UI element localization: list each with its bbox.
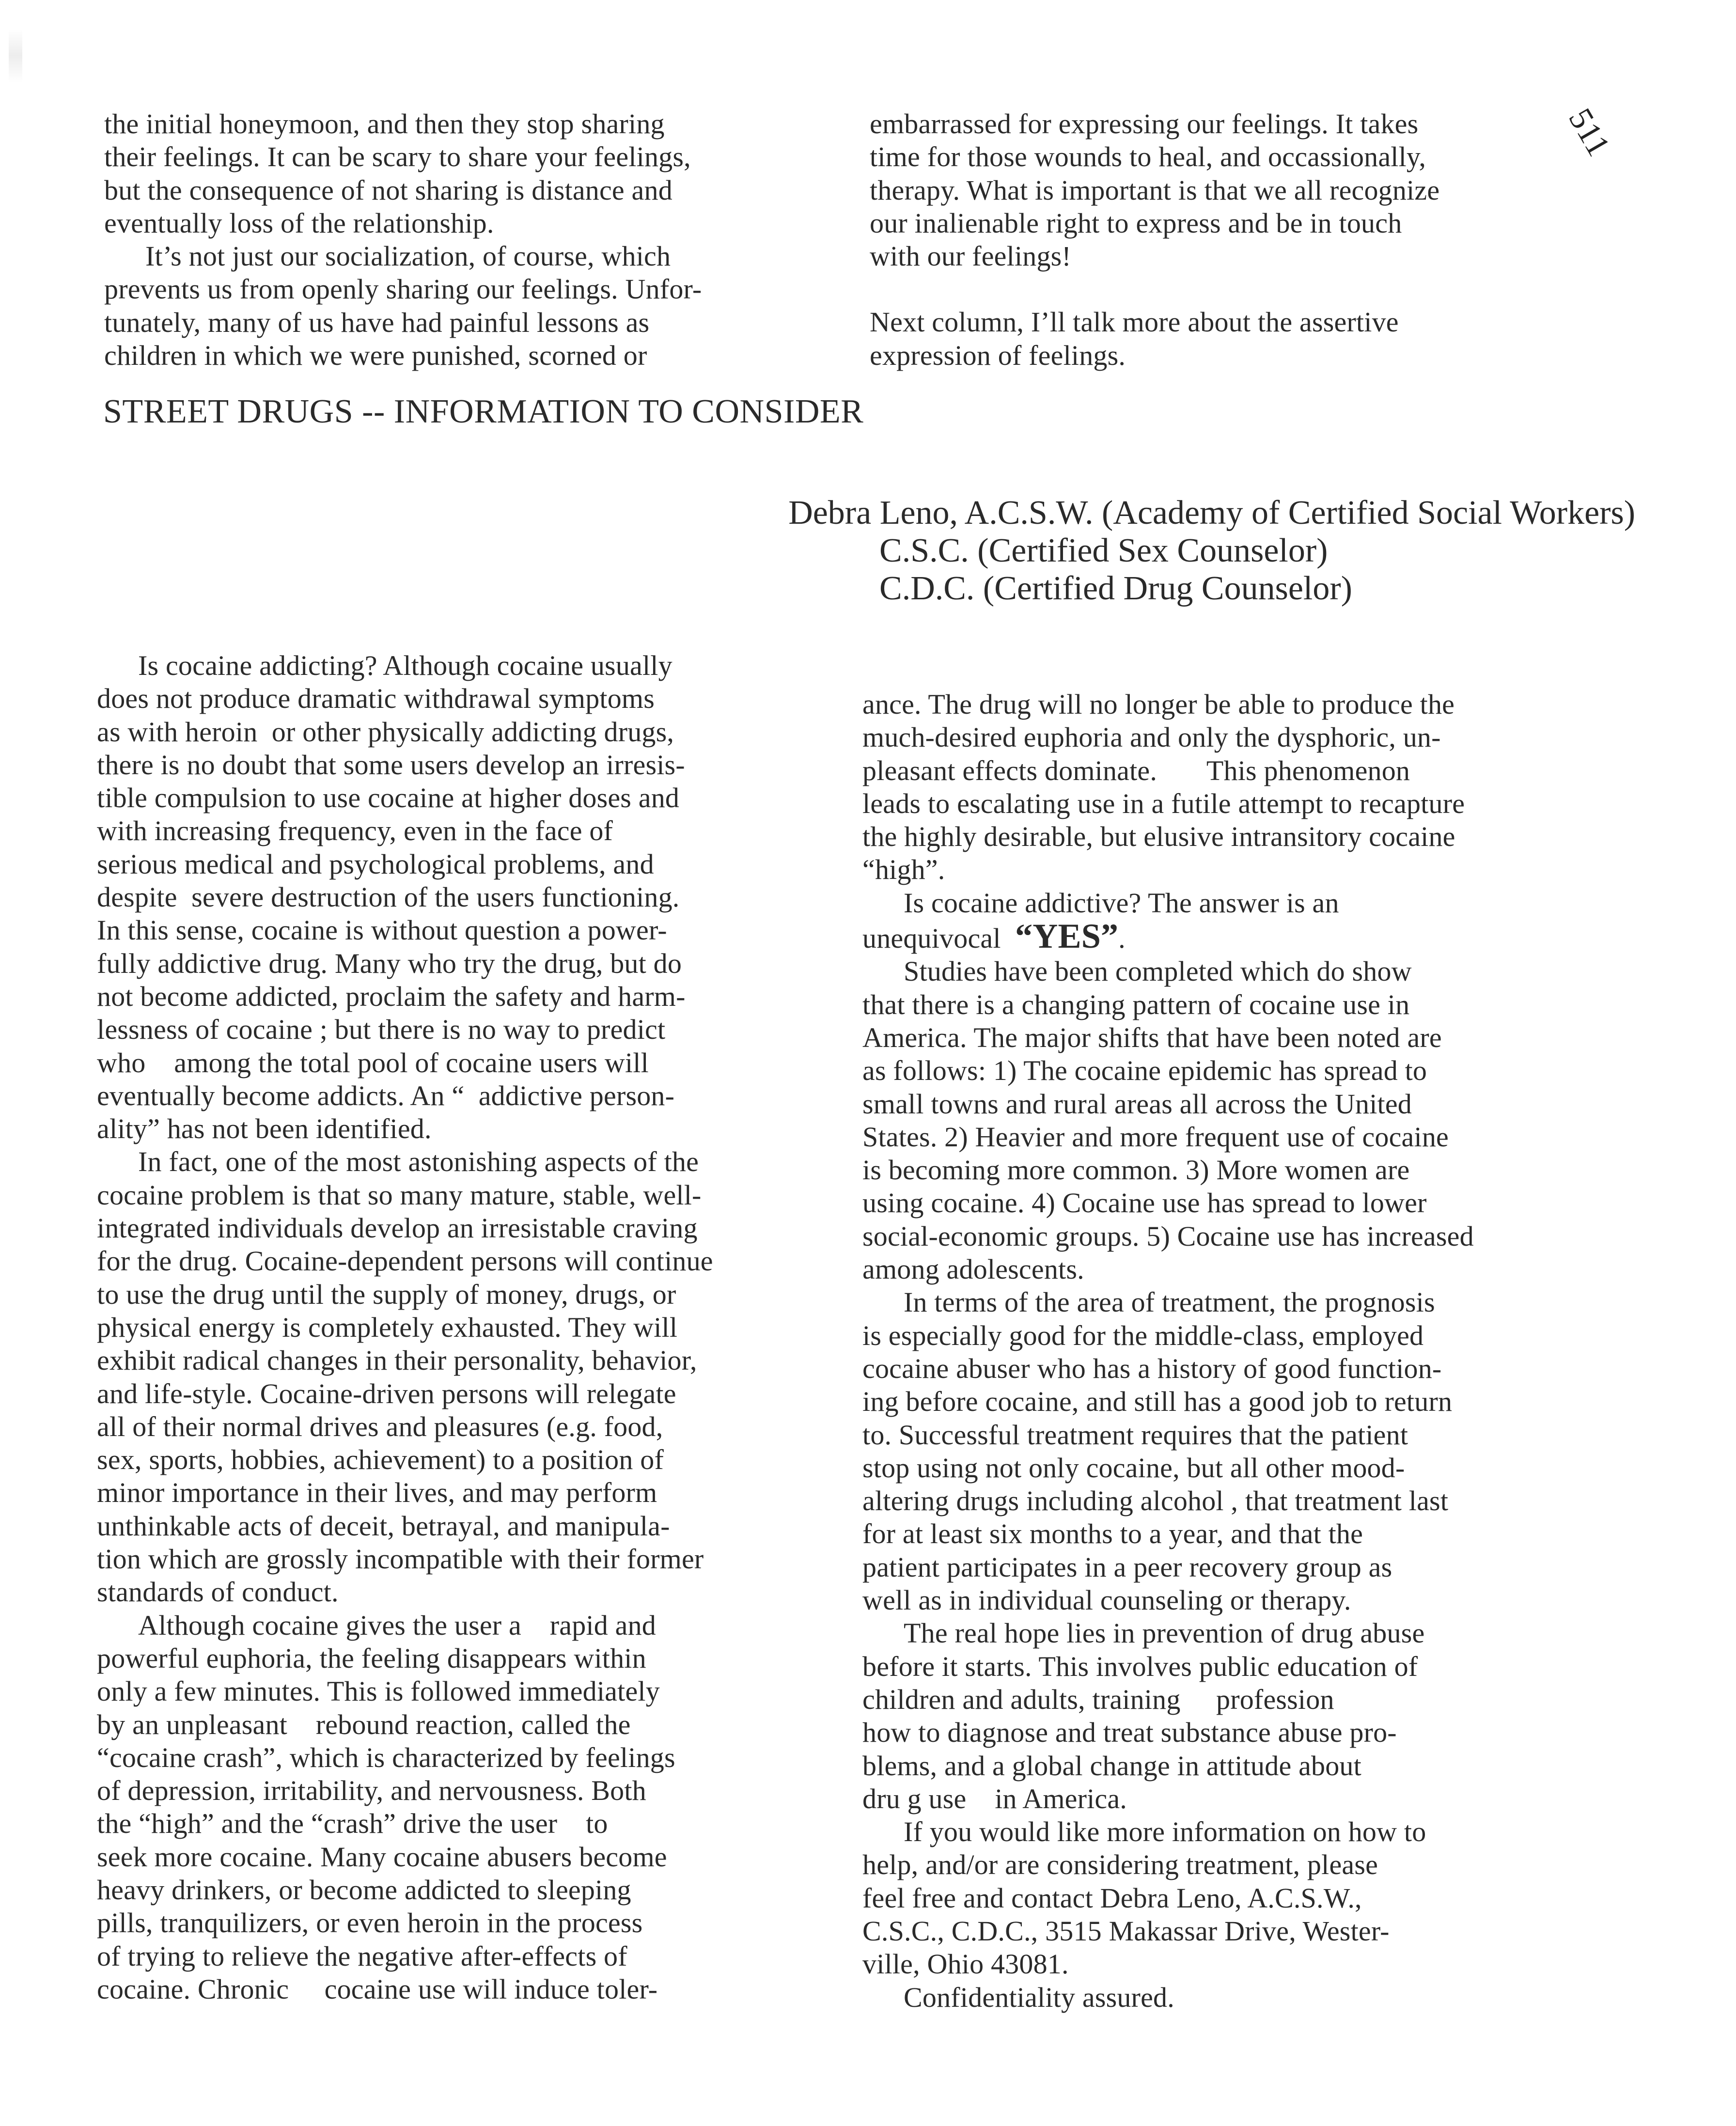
text-line: [97, 1642, 713, 1675]
text-line: [104, 141, 702, 173]
text-line-content: It’s not just our socialization, of course, which: [145, 240, 671, 272]
text-line-content: the “high” and the “crash” drive the user to: [97, 1808, 608, 1840]
text-line: [862, 1054, 1474, 1087]
text-line: [97, 1443, 713, 1476]
text-line: [862, 1551, 1474, 1584]
article-title: STREET DRUGS -- INFORMATION TO CONSIDER: [103, 393, 864, 430]
previous-article-right-column: [870, 108, 1439, 372]
text-line-content: of depression, irritability, and nervousness. Both: [97, 1775, 646, 1807]
text-line-content: and life-style. Cocaine-driven persons will relegate: [97, 1377, 676, 1409]
text-line-content: social-economic groups. 5) Cocaine use has increased: [862, 1220, 1474, 1252]
text-line-content: If you would like more information on how to: [904, 1816, 1426, 1848]
text-line-content: stop using not only cocaine, but all other mood-: [862, 1452, 1405, 1484]
text-line-content: using cocaine. 4) Cocaine use has spread to lower: [862, 1187, 1427, 1219]
page-number: 511: [1562, 102, 1618, 162]
text-line: [97, 1476, 713, 1509]
text-line-content: altering drugs including alcohol , that treatment last: [862, 1485, 1449, 1517]
text-line-content: minor importance in their lives, and may perform: [97, 1477, 657, 1509]
text-line-content: Confidentiality assured.: [904, 1981, 1174, 2013]
yes-trailing-period: .: [1118, 922, 1126, 954]
text-line-content: cocaine. Chronic cocaine use will induce toler-: [97, 1973, 658, 2005]
text-line: [862, 1517, 1474, 1550]
text-line: [862, 1220, 1474, 1253]
text-line: [104, 339, 702, 372]
text-line: [97, 980, 713, 1013]
text-line: [97, 1245, 713, 1278]
text-line: [97, 716, 713, 749]
previous-article-left-column: [104, 108, 702, 372]
article-left-column: [97, 649, 713, 2006]
text-line-content: time for those wounds to heal, and occassionally,: [870, 141, 1426, 173]
text-line-content: In terms of the area of treatment, the prognosis: [904, 1286, 1435, 1318]
text-line: [870, 306, 1439, 339]
text-line-content: with our feelings!: [870, 240, 1071, 272]
text-line: [862, 887, 1474, 920]
text-line-content: C.S.C., C.D.C., 3515 Makassar Drive, Wester-: [862, 1915, 1390, 1947]
text-line-content: The real hope lies in prevention of drug abuse: [904, 1617, 1425, 1649]
text-line-content: patient participates in a peer recovery group as: [862, 1551, 1392, 1583]
text-line-content: with increasing frequency, even in the face of: [97, 815, 613, 847]
text-line-content: exhibit radical changes in their personality, behavior,: [97, 1344, 697, 1376]
text-line-content: blems, and a global change in attitude about: [862, 1750, 1361, 1782]
text-line-content: leads to escalating use in a futile attempt to recapture: [862, 787, 1465, 819]
byline-author: Debra Leno, A.C.S.W. (Academy of Certified Social Workers): [788, 494, 1635, 532]
text-line-content: of trying to relieve the negative after-effects of: [97, 1940, 627, 1972]
text-line: [862, 1385, 1474, 1418]
text-line-content: integrated individuals develop an irresistable craving: [97, 1212, 698, 1244]
text-line: [97, 1212, 713, 1245]
text-line: [862, 1419, 1474, 1452]
text-line: [862, 1782, 1474, 1815]
text-line: [97, 1576, 713, 1609]
text-line: [870, 108, 1439, 141]
text-line-content: well as in individual counseling or therapy.: [862, 1584, 1351, 1616]
text-line: [97, 914, 713, 947]
text-line: [97, 1510, 713, 1543]
text-line-content: ance. The drug will no longer be able to produce the: [862, 688, 1455, 720]
text-line: [97, 1377, 713, 1410]
text-line: [862, 1617, 1474, 1650]
text-line: [97, 1708, 713, 1741]
text-line: [97, 1047, 713, 1079]
text-line: [862, 988, 1474, 1021]
text-line: [97, 682, 713, 715]
text-line-content: serious medical and psychological problems, and: [97, 848, 654, 880]
text-line: [104, 273, 702, 306]
text-line: [97, 814, 713, 847]
text-line-content: much-desired euphoria and only the dysphoric, un-: [862, 721, 1441, 753]
text-line: [870, 174, 1439, 207]
text-line: [97, 1841, 713, 1874]
text-line: [862, 1750, 1474, 1782]
text-line: [862, 1584, 1474, 1617]
text-line: [97, 1179, 713, 1212]
text-line: [97, 1774, 713, 1807]
text-line: [862, 1650, 1474, 1683]
text-line-content: is becoming more common. 3) More women are: [862, 1154, 1410, 1186]
text-line: [97, 1940, 713, 1973]
text-line-content: despite severe destruction of the users functioning.: [97, 881, 680, 913]
text-line-content: fully addictive drug. Many who try the drug, but do: [97, 947, 682, 979]
text-line-content: pills, tranquilizers, or even heroin in the process: [97, 1907, 643, 1939]
text-line: [97, 1145, 713, 1178]
text-line-content: as follows: 1) The cocaine epidemic has spread to: [862, 1055, 1427, 1087]
text-line-content: In this sense, cocaine is without question a power-: [97, 914, 667, 946]
text-line-content: seek more cocaine. Many cocaine abusers become: [97, 1841, 667, 1873]
text-line-content: “cocaine crash”, which is characterized by feelings: [97, 1741, 675, 1773]
yes-emphasis: “YES”: [1015, 917, 1119, 956]
text-line: [862, 1848, 1474, 1881]
text-line: [97, 1907, 713, 1939]
text-line: [97, 1278, 713, 1311]
text-line: [862, 1088, 1474, 1121]
text-line: [97, 1543, 713, 1576]
text-line: [97, 881, 713, 914]
text-line: [862, 1021, 1474, 1054]
byline-credential-cdc: C.D.C. (Certified Drug Counselor): [879, 570, 1352, 607]
text-line: [97, 947, 713, 980]
text-line: [862, 917, 1474, 956]
article-byline: [678, 494, 1635, 608]
text-line: [862, 1352, 1474, 1385]
text-line: [97, 1344, 713, 1377]
text-line: [862, 688, 1474, 721]
text-line-content: Although cocaine gives the user a rapid and: [138, 1609, 656, 1641]
text-line-content: dru g use in America.: [862, 1782, 1127, 1814]
text-line-content: eventually become addicts. An “ addictive person-: [97, 1079, 675, 1111]
text-line-content: who among the total pool of cocaine users will: [97, 1047, 649, 1079]
text-line: [862, 853, 1474, 886]
text-line: [862, 1981, 1474, 2014]
text-line: [862, 1485, 1474, 1517]
text-line-content: help, and/or are considering treatment, please: [862, 1849, 1378, 1881]
text-line: [862, 721, 1474, 754]
text-line: [97, 1675, 713, 1708]
text-line-content: children and adults, training profession: [862, 1683, 1334, 1715]
text-line-content: for at least six months to a year, and that the: [862, 1518, 1363, 1550]
text-line-content: by an unpleasant rebound reaction, called the: [97, 1708, 631, 1740]
text-line-content: States. 2) Heavier and more frequent use of cocaine: [862, 1121, 1449, 1153]
text-line-content: cocaine problem is that so many mature, stable, well-: [97, 1179, 702, 1211]
text-line-content: not become addicted, proclaim the safety and harm-: [97, 980, 686, 1012]
text-line: [870, 207, 1439, 240]
text-line: [97, 1609, 713, 1642]
text-line: [97, 1013, 713, 1046]
text-line: [862, 1253, 1474, 1286]
text-line-content: tion which are grossly incompatible with their former: [97, 1543, 704, 1575]
scan-edge-artifact: [9, 29, 22, 82]
text-line: [97, 649, 713, 682]
text-line: [97, 1112, 713, 1145]
article-right-column: [862, 688, 1474, 2014]
text-line-content: to. Successful treatment requires that the patient: [862, 1419, 1408, 1451]
text-line: [104, 108, 702, 141]
text-line: [104, 174, 702, 207]
text-line: [862, 1121, 1474, 1154]
paragraph-gap: [870, 273, 1439, 306]
text-line-content: cocaine abuser who has a history of good function-: [862, 1352, 1442, 1384]
text-line-content: as with heroin or other physically addicting drugs,: [97, 716, 674, 748]
text-line-content: heavy drinkers, or become addicted to sleeping: [97, 1874, 631, 1906]
text-line-content: therapy. What is important is that we all recognize: [870, 174, 1440, 206]
text-line-content: lessness of cocaine ; but there is no way to predict: [97, 1014, 666, 1046]
text-line-content: powerful euphoria, the feeling disappears within: [97, 1642, 646, 1674]
text-line: [862, 1882, 1474, 1915]
text-line: [862, 1154, 1474, 1187]
text-line: [104, 240, 702, 273]
text-line-content: children in which we were punished, scorned or: [104, 340, 647, 372]
text-line: [97, 1973, 713, 2006]
text-line-content: unthinkable acts of deceit, betrayal, and manipula-: [97, 1510, 670, 1542]
text-line-content: Is cocaine addictive? The answer is an: [904, 887, 1339, 919]
text-line-content: before it starts. This involves public education of: [862, 1650, 1418, 1682]
text-line-content: unequivocal: [862, 922, 1001, 954]
text-line-content: Is cocaine addicting? Although cocaine usually: [138, 650, 673, 681]
text-line: [97, 1311, 713, 1344]
text-line: [97, 1874, 713, 1907]
text-line: [97, 782, 713, 814]
text-line: [97, 1410, 713, 1443]
text-line-content: to use the drug until the supply of money, drugs, or: [97, 1278, 676, 1310]
text-line-content: expression of feelings.: [870, 339, 1126, 371]
text-line-content: there is no doubt that some users develop an irresis-: [97, 749, 685, 781]
text-line-content: all of their normal drives and pleasures (e.g. food,: [97, 1410, 663, 1442]
text-line-content: that there is a changing pattern of cocaine use in: [862, 988, 1410, 1020]
text-line-content: pleasant effects dominate. This phenomenon: [862, 754, 1410, 786]
text-line-content: tible compulsion to use cocaine at higher doses and: [97, 782, 680, 814]
text-line-content: “high”.: [862, 854, 945, 886]
text-line-content: Studies have been completed which do show: [904, 955, 1412, 987]
byline-credential-csc: C.S.C. (Certified Sex Counselor): [879, 532, 1328, 569]
text-line: [97, 1079, 713, 1112]
text-line: [862, 1948, 1474, 1981]
text-line: [97, 1741, 713, 1774]
text-line: [97, 848, 713, 881]
text-line-content: is especially good for the middle-class, employed: [862, 1319, 1424, 1351]
text-line-content: our inalienable right to express and be in touch: [870, 207, 1402, 239]
text-line: [862, 1683, 1474, 1716]
text-line-content: eventually loss of the relationship.: [104, 207, 494, 239]
text-line-content: how to diagnose and treat substance abuse pro-: [862, 1717, 1397, 1749]
text-line-content: physical energy is completely exhausted. They will: [97, 1311, 678, 1343]
text-line: [862, 787, 1474, 820]
text-line-content: the initial honeymoon, and then they stop sharing: [104, 108, 665, 140]
text-line-content: sex, sports, hobbies, achievement) to a position of: [97, 1444, 664, 1476]
text-line: [862, 820, 1474, 853]
text-line: [870, 240, 1439, 273]
text-line-content: for the drug. Cocaine-dependent persons will continue: [97, 1245, 713, 1277]
text-line-content: embarrassed for expressing our feelings. It takes: [870, 108, 1419, 140]
text-line-content: feel free and contact Debra Leno, A.C.S.W.,: [862, 1882, 1362, 1914]
text-line: [104, 207, 702, 240]
text-line: [862, 1452, 1474, 1485]
text-line: [870, 141, 1439, 173]
text-line-content: America. The major shifts that have been noted are: [862, 1021, 1442, 1053]
text-line: [862, 1286, 1474, 1319]
text-line: [862, 1187, 1474, 1219]
text-line-content: tunately, many of us have had painful lessons as: [104, 306, 650, 338]
text-line-content: the highly desirable, but elusive intransitory cocaine: [862, 821, 1455, 853]
text-line-content: but the consequence of not sharing is distance and: [104, 174, 673, 206]
text-line-content: In fact, one of the most astonishing aspects of the: [138, 1146, 699, 1178]
text-line: [862, 1716, 1474, 1749]
text-line: [862, 1815, 1474, 1848]
text-line: [97, 749, 713, 782]
text-line: [97, 1807, 713, 1840]
text-line-content: ing before cocaine, and still has a good job to return: [862, 1386, 1453, 1418]
text-line-content: ality” has not been identified.: [97, 1113, 432, 1145]
text-line-content: only a few minutes. This is followed immediately: [97, 1675, 660, 1707]
text-line-content: ville, Ohio 43081.: [862, 1948, 1069, 1980]
text-line-content: standards of conduct.: [97, 1576, 339, 1608]
text-line-content: among adolescents.: [862, 1253, 1084, 1285]
text-line: [870, 339, 1439, 372]
text-line: [862, 1319, 1474, 1352]
text-line: [104, 306, 702, 339]
text-line-content: small towns and rural areas all across the United: [862, 1088, 1412, 1120]
text-line-content: their feelings. It can be scary to share your feelings,: [104, 141, 691, 173]
text-line: [862, 955, 1474, 988]
text-line: [862, 1915, 1474, 1948]
text-line-content: Next column, I’ll talk more about the assertive: [870, 306, 1399, 338]
text-line-content: does not produce dramatic withdrawal symptoms: [97, 683, 655, 715]
text-line: [862, 754, 1474, 787]
text-line-content: prevents us from openly sharing our feelings. Unfor-: [104, 273, 702, 305]
